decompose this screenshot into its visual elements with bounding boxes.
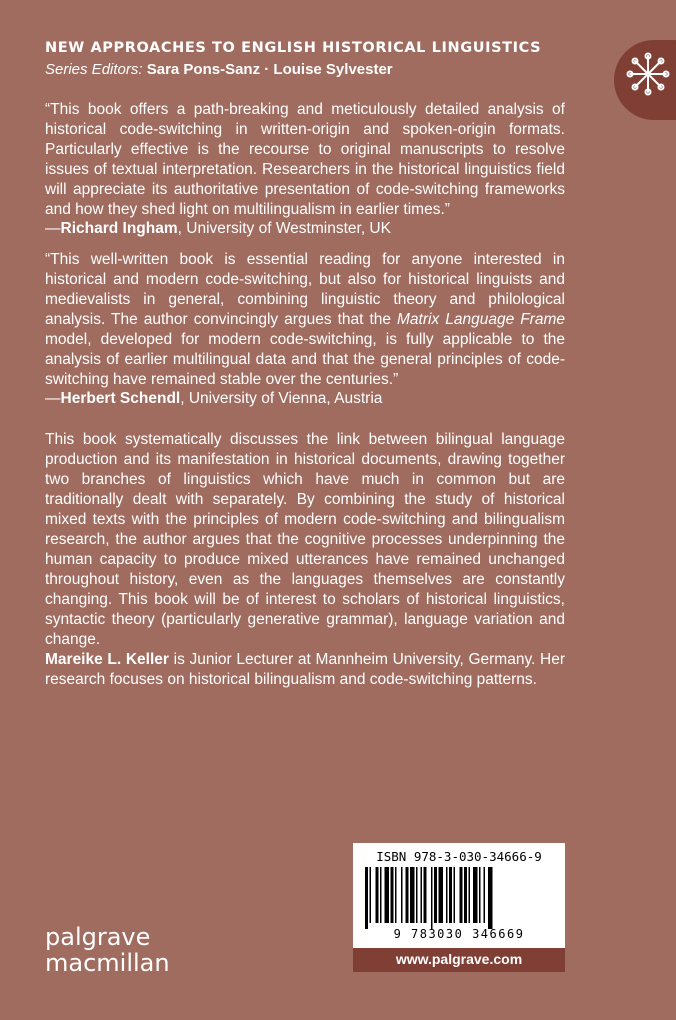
barcode-bar xyxy=(424,867,427,923)
attribution-dash: — xyxy=(45,390,61,407)
barcode-bar xyxy=(395,867,397,923)
publisher-logo-badge xyxy=(614,40,676,120)
publisher-line2: macmillan xyxy=(45,949,170,977)
barcode-bar xyxy=(421,867,423,923)
barcode-bar xyxy=(439,867,444,923)
isbn-label: ISBN 978-3-030-34666-9 xyxy=(376,849,542,864)
palgrave-star-icon xyxy=(626,52,670,96)
barcode-bars xyxy=(363,867,555,929)
author-bio-name: Mareike L. Keller xyxy=(45,651,169,668)
barcode-bar xyxy=(385,867,390,923)
barcode-bar xyxy=(454,867,456,923)
quote-schendl-attribution xyxy=(45,390,382,408)
barcode-bar xyxy=(365,867,368,929)
series-editors-names: Sara Pons-Sanz · Louise Sylvester xyxy=(146,61,393,78)
quote-ingham-affiliation: , University of Westminster, UK xyxy=(177,220,391,237)
publisher-line1: palgrave xyxy=(45,923,151,951)
barcode-bar xyxy=(434,867,437,923)
barcode-bar xyxy=(376,867,379,923)
quote-schendl-italic: Matrix Language Frame xyxy=(397,311,565,328)
series-title: NEW APPROACHES TO ENGLISH HISTORICAL LINGUISTICS xyxy=(45,40,542,56)
author-bio-text: is Junior Lecturer at Mannheim University, Germany. Her research focuses on historical bilingualism and code-switching patterns. xyxy=(45,651,566,688)
quote-ingham: “This book offers a path-breaking and meticulously detailed analysis of historical code-switching in written-origin and spoken-origin formats. Particularly effective is the recourse to original manuscripts to resolve issues of textual interpretation. Researchers in the historical linguistics field will appreciate its authoritative presentation of code-switching frameworks and how they shed light on multilingualism in earlier times.” xyxy=(45,101,565,218)
attribution-dash: — xyxy=(45,220,61,237)
barcode-bar xyxy=(380,867,382,923)
barcode-bar xyxy=(406,867,409,923)
barcode-bar xyxy=(488,867,493,929)
barcode-bar xyxy=(431,867,433,929)
series-editors-label: Series Editors: xyxy=(45,61,143,78)
barcode-bar xyxy=(449,867,452,923)
quote-schendl-affiliation: , University of Vienna, Austria xyxy=(180,390,383,407)
publisher-url[interactable]: www.palgrave.com xyxy=(395,951,523,967)
barcode-bar xyxy=(416,867,418,923)
isbn-barcode xyxy=(353,843,565,948)
book-description: This book systematically discusses the link between bilingual language production and its manifestation in historical documents, drawing together two branches of linguistics which have much in common but are traditionally dealt with separately. By combining the study of historical mixed texts with the principles of modern code-switching and bilingualism research, the author argues that the cognitive processes underpinning the human capacity to produce mixed utterances have remained unchanged throughout history, even as the languages themselves are constantly changing. This book will be of interest to scholars of historical linguistics, syntactic theory (particularly generative grammar), language variation and change. xyxy=(45,431,565,648)
publisher-url-bar xyxy=(353,948,565,972)
barcode-bar xyxy=(473,867,478,923)
barcode-bar xyxy=(479,867,481,923)
quote-ingham-author: Richard Ingham xyxy=(60,220,178,237)
author-bio xyxy=(45,650,565,690)
barcode-bar xyxy=(484,867,486,923)
barcode-bar xyxy=(460,867,463,923)
quote-schendl-text-a: “This well-written book is essential reading for anyone interested in historical and modern code-switching, but also for historical linguists and medievalists in general, combining linguistic theory and philological analysis. The author convincingly argues that the xyxy=(45,251,565,328)
barcode-bar xyxy=(401,867,403,923)
barcode-bar xyxy=(464,867,467,923)
quote-schendl xyxy=(45,250,565,390)
quote-schendl-text-b: model, developed for modern code-switching, is fully applicable to the analysis of earlier multilingual data and that the general principles of code- switching have remained stable over the centuries.” xyxy=(45,331,565,388)
barcode-bar xyxy=(370,867,372,923)
barcode-bar xyxy=(469,867,471,923)
quote-ingham-attribution xyxy=(45,220,391,238)
quote-schendl-author: Herbert Schendl xyxy=(60,390,181,407)
barcode-bar xyxy=(391,867,394,923)
barcode-bar xyxy=(410,867,415,923)
barcode-bar xyxy=(446,867,448,923)
publisher-wordmark xyxy=(45,924,170,976)
series-editors xyxy=(45,61,393,78)
barcode-digits: 9 783030 346669 xyxy=(393,927,525,941)
